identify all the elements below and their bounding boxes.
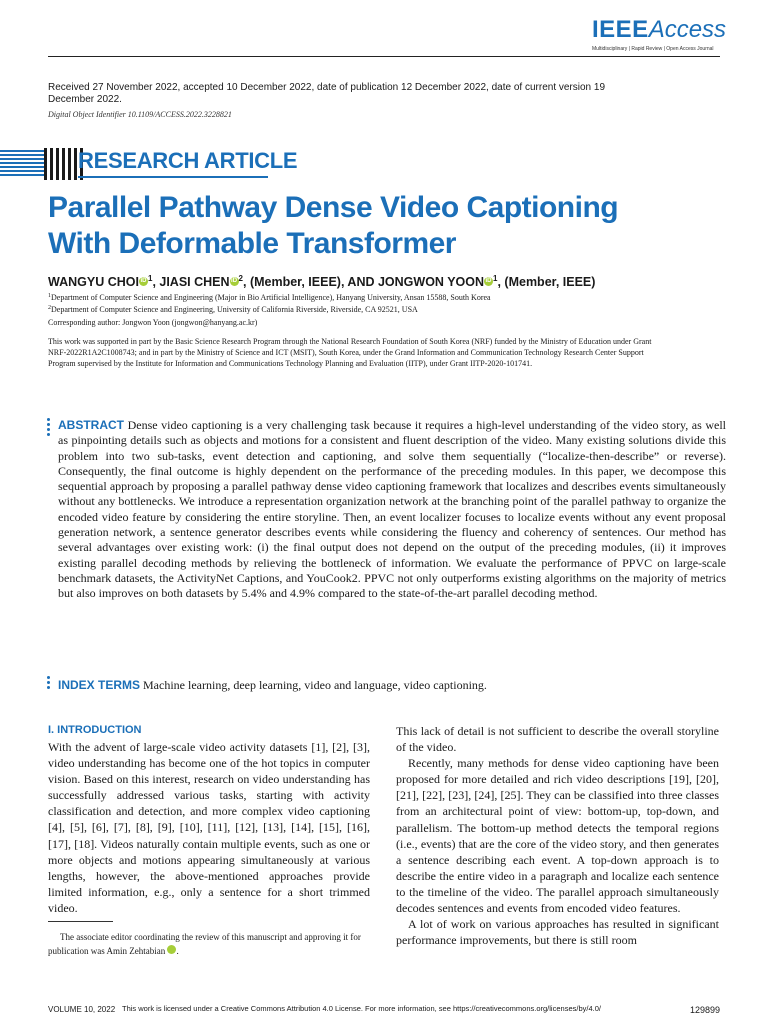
corresponding-author: Corresponding author: Jongwon Yoon (jongwon@hanyang.ac.kr)	[48, 318, 258, 327]
volume-label: VOLUME 10, 2022	[48, 1005, 116, 1014]
header-divider	[48, 56, 720, 57]
index-terms	[58, 678, 726, 693]
orcid-icon[interactable]: iD	[231, 278, 238, 284]
doi-line: Digital Object Identifier 10.1109/ACCESS.2022.3228821	[48, 110, 232, 119]
paragraph: A lot of work on various approaches has resulted in significant performance improvements, but there is still room	[396, 917, 719, 948]
left-column-text: With the advent of large-scale video activity datasets [1], [2], [3], video understanding has become one of the hot topics in computer vision. Based on this interest, research on video understanding has successfully addressed various tasks, starting with activity classification and detection, and more complex video captioning [4], [5], [6], [7], [8], [9], [10], [11], [12], [13], [14], [15], [16], [17], [18]. Videos naturally contain multiple events, such as one or more objects and motions appearing simultaneously at various lengths, however, the above-mentioned approaches provide limited information, e.g., only a sentence for a short trimmed video.	[48, 740, 370, 915]
orcid-icon[interactable]: iD	[167, 945, 176, 954]
brand-italic: Access	[648, 16, 727, 43]
paper-title	[48, 190, 688, 262]
page-number: 129899	[689, 1005, 720, 1015]
footnote-text: The associate editor coordinating the review of this manuscript and approving it for publication was Amin Zehtabian	[48, 932, 361, 956]
affiliation-2-sup: 2	[48, 305, 51, 311]
author-3-name: , (Member, IEEE), AND JONGWON YOON	[243, 275, 485, 289]
dots-decoration	[47, 418, 50, 438]
affiliations	[48, 291, 728, 315]
orcid-icon[interactable]: iD	[140, 278, 147, 284]
author-list	[48, 274, 728, 289]
dots-decoration	[47, 676, 50, 691]
index-terms-label: INDEX TERMS	[58, 678, 141, 692]
paragraph: Recently, many methods for dense video captioning have been proposed for more detailed and rich video descriptions [19], [20], [21], [22], [23], [24], [25]. They can be classified into three classes from an architectural point of view: bottom-up, top-down, and parallelism. The bottom-up method detects the temporal regions (i.e., events) that are the core of the video story, and then generates a sentence describing each event. A top-down approach is to describe the entire video in a paragraph and localize each sentence to the timeline of the video. The parallel approach simultaneously decodes sentences and events from encoded video features.	[396, 756, 719, 916]
orcid-icon[interactable]: iD	[485, 278, 492, 284]
publication-dates: Received 27 November 2022, accepted 10 December 2022, date of publication 12 December 2022, date of current version 19 December 2022.	[48, 82, 606, 105]
affiliation-2-text: Department of Computer Science and Engineering, University of California Riverside, Riverside, CA 92521, USA	[51, 305, 418, 314]
title-line-2: With Deformable Transformer	[48, 227, 456, 260]
journal-tagline: Multidisciplinary | Rapid Review | Open Access Journal	[592, 46, 714, 52]
index-terms-text: Machine learning, deep learning, video and language, video captioning.	[143, 678, 487, 692]
journal-brand	[592, 16, 727, 43]
author-3-affil: 1	[493, 274, 498, 283]
section-heading: I. INTRODUCTION	[48, 724, 142, 736]
affiliation-1-text: Department of Computer Science and Engineering (Major in Bio Artificial Intelligence), Hanyang University, Ansan 15588, South Korea	[51, 293, 491, 302]
journal-logo	[592, 16, 727, 52]
author-2-affil: 2	[238, 274, 243, 283]
paragraph: This lack of detail is not sufficient to describe the overall storyline of the video.	[396, 724, 719, 755]
brand-bold: IEEE	[592, 16, 649, 43]
license-text[interactable]: This work is licensed under a Creative Commons Attribution 4.0 License. For more information, see https://creativecommons.org/licenses/by/4.0/	[122, 1004, 601, 1013]
stripe-decoration	[0, 150, 44, 178]
author-1-name: WANGYU CHOI	[48, 275, 139, 289]
affiliation-1-sup: 1	[48, 293, 51, 299]
abstract	[58, 418, 726, 602]
funding-statement: This work was supported in part by the Basic Science Research Program through the National Research Foundation of South Korea (NRF) funded by the Ministry of Education under Grant NRF-2022R1A2C1008743; and in part by the Ministry of Science and ICT (MSIT), South Korea, under the Grand Information and Communication Technology Research Center Support Program supervised by the Institute for Information and Communications Technology Planning and Evaluation (IITP), under Grant IITP-2020-101741.	[48, 337, 652, 368]
author-2-name: , JIASI CHEN	[152, 275, 230, 289]
footnote-divider	[48, 921, 113, 922]
abstract-label: ABSTRACT	[58, 418, 124, 432]
right-column	[396, 723, 719, 948]
editor-footnote: The associate editor coordinating the review of this manuscript and approving it for publication was Amin Zehtabian iD.	[48, 932, 361, 956]
abstract-text: Dense video captioning is a very challenging task because it requires a high-level understanding of the video story, as well as pinpointing details such as objects and motions for a consistent and fluent description of the video. Many existing solutions divide this problem into two sub-tasks, event detection and captioning, and solve them sequentially (“localize-then-describe” or reverse). Consequently, the final outcome is highly dependent on the performance of the preceding modules. In this paper, we decompose this sequential approach by proposing a parallel pathway dense video captioning framework that localizes and describes events simultaneously without any bottlenecks. We introduce a representation organization network at the branching point of the parallel pathway to organize the encoded video feature by considering the entire storyline. Then, an event localizer focuses to localize events without any event proposal generation network, a sentence generator describes events while considering the fluency and coherency of sentences. Our method has several advantages over existing work: (i) the final output does not depend on the output of the preceding modules, (ii) it improves existing parallel decoding methods by relieving the bottleneck of information. We evaluate the performance of PPVC on large-scale benchmark datasets, the ActivityNet Captions, and YouCook2. PPVC not only outperforms existing algorithms on the majority of metrics but also improves on both datasets by 5.4% and 4.9% compared to the state-of-the-art parallel decoding method.	[58, 418, 727, 601]
affiliation-2	[48, 303, 728, 315]
author-3-suffix: , (Member, IEEE)	[497, 275, 596, 289]
article-type-underline	[78, 176, 268, 178]
article-type-label: RESEARCH ARTICLE	[78, 148, 298, 173]
title-line-1: Parallel Pathway Dense Video Captioning	[48, 191, 619, 224]
affiliation-1	[48, 291, 728, 303]
author-1-affil: 1	[147, 274, 153, 283]
